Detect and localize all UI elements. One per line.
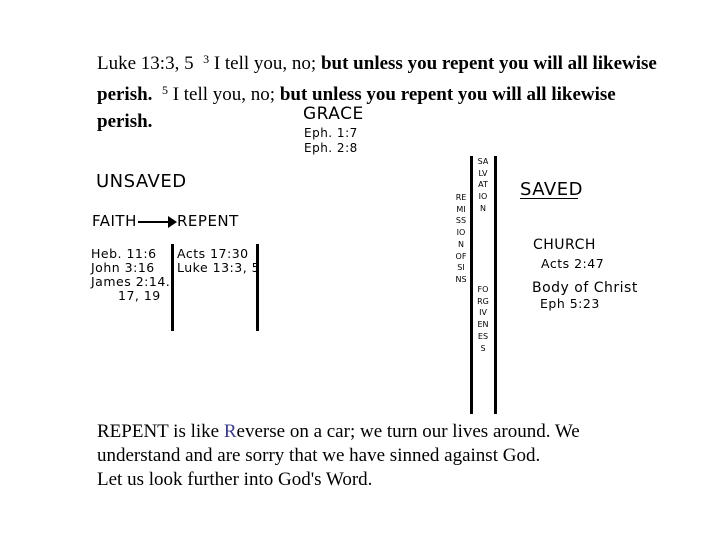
divider-line-faith-repent — [171, 244, 174, 331]
saved-underline — [520, 198, 578, 199]
faith-ref-3: James 2:14. — [91, 274, 171, 289]
faith-ref-1: Heb. 11:6 — [91, 246, 157, 261]
repent-ref-2: Luke 13:3, 5 — [177, 260, 261, 275]
grace-ref-1: Eph. 1:7 — [304, 126, 358, 140]
verse-plain-2: I tell you, no; — [172, 84, 280, 105]
body-of-christ-label: Body of Christ — [532, 280, 638, 296]
verse-text — [97, 46, 657, 135]
vertical-remission-of-sins: REMISSION OF SINS — [455, 193, 469, 284]
verse-plain-1: I tell you, no; — [213, 53, 321, 74]
church-label: CHURCH — [533, 237, 596, 253]
divider-line-right — [494, 156, 497, 414]
verse-bold-2: but unless you repent you will all likewise perish. — [97, 84, 616, 132]
grace-ref-2: Eph. 2:8 — [304, 141, 358, 155]
repent-ref-1: Acts 17:30 — [177, 246, 249, 261]
repent-label: REPENT — [177, 212, 239, 230]
arrow-right-icon — [168, 216, 177, 228]
grace-title: GRACE — [303, 104, 364, 124]
unsaved-title: UNSAVED — [96, 171, 187, 192]
faith-ref-4: 17, 19 — [118, 288, 161, 303]
saved-title: SAVED — [520, 179, 583, 200]
explanation-closing: Let us look further into God's Word. — [97, 469, 373, 490]
explanation-text — [97, 420, 637, 492]
explanation-pre: REPENT is like — [97, 421, 224, 442]
vertical-forgiveness: FORGIVENESS — [477, 285, 489, 353]
church-ref: Acts 2:47 — [541, 256, 605, 271]
body-of-christ-ref: Eph 5:23 — [540, 296, 600, 311]
explanation-post: everse on a car; we turn our lives around. We understand and are sorry that we have sinned against God. — [97, 421, 580, 466]
divider-line-repent — [256, 244, 259, 331]
faith-ref-2: John 3:16 — [91, 260, 155, 275]
faith-label: FAITH — [92, 212, 137, 230]
verse-reference: Luke 13:3, 5 — [97, 53, 194, 74]
vertical-salvation: SALVATION — [477, 157, 489, 213]
verse-number-5: 5 — [161, 83, 168, 97]
explanation-accent-letter: R — [223, 421, 237, 442]
verse-number-3: 3 — [203, 52, 210, 66]
verse-bold-1: but unless you repent you will all likewise perish. — [97, 53, 657, 105]
divider-line-left — [470, 156, 473, 414]
